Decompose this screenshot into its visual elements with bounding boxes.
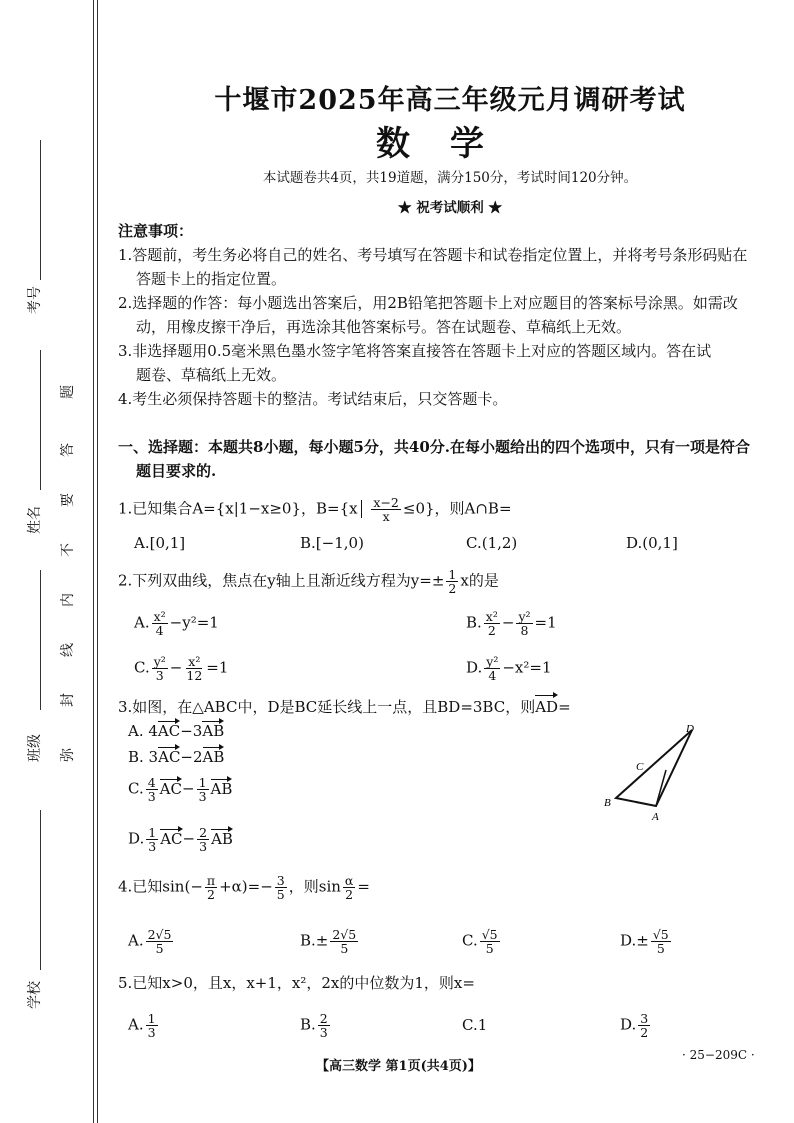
question-3-option-a[interactable]: A. 4AC−3AB bbox=[128, 722, 225, 740]
field-xingming-line bbox=[40, 350, 41, 490]
question-4-option-c[interactable]: C. $\frac{√5}{5}$ bbox=[462, 927, 498, 956]
field-kaohao-label: 考号 bbox=[27, 286, 43, 314]
notice-line: 答题卡上的指定位置。 bbox=[136, 270, 287, 288]
paper-code: · 25−209C · bbox=[682, 1048, 755, 1062]
field-banji-label: 班级 bbox=[27, 734, 43, 762]
question-5-option-b[interactable]: B. $\frac{2}{3}$ bbox=[300, 1011, 328, 1040]
section-heading: 一、选择题：本题共8小题，每小题5分，共40分.在每小题给出的四个选项中，只有一项是符合 bbox=[118, 438, 750, 456]
question-1-stem: 1.已知集合A={x|1−x≥0}，B={x $\frac{x-2}{x}$ ≤0}，则A∩B= bbox=[118, 495, 512, 524]
question-5-stem: 5.已知x>0，且x，x+1，x²，2x的中位数为1，则x= bbox=[118, 974, 475, 992]
question-3-option-b[interactable]: B. 3AC−2AB bbox=[128, 748, 225, 766]
question-2-option-d[interactable]: D. $\frac{\text{y²}}{4}$ −x²=1 bbox=[466, 654, 552, 683]
seal-char: 要 bbox=[60, 493, 76, 507]
question-3-stem: 3.如图，在△ABC中，D是BC延长线上一点，且BD=3BC，则AD= bbox=[118, 696, 571, 719]
page-footer: 【高三数学 第1页(共4页)】 bbox=[316, 1059, 481, 1074]
question-3-option-d[interactable]: D. $\frac{1}{3}$ AC− $\frac{2}{3}$ AB bbox=[128, 825, 233, 854]
section-heading-cont: 题目要求的. bbox=[136, 462, 217, 480]
seal-char: 答 bbox=[60, 443, 76, 457]
field-xingming-label: 姓名 bbox=[27, 506, 43, 534]
notice-line: 题卷、草稿纸上无效。 bbox=[136, 366, 287, 384]
label-b: B bbox=[604, 797, 611, 809]
label-d: D bbox=[686, 723, 694, 735]
question-2-option-c[interactable]: C. $\frac{\text{y²}}{3}$ − $\frac{\text{x²}}{12}$ =1 bbox=[134, 654, 229, 683]
triangle-outline bbox=[616, 730, 692, 806]
exam-title: 十堰市2025年高三年级元月调研考试 bbox=[214, 85, 686, 116]
label-a: A bbox=[652, 811, 659, 823]
seal-char: 不 bbox=[60, 543, 76, 557]
notice-line: 1.答题前，考生务必将自己的姓名、考号填写在答题卡和试卷指定位置上，并将考号条形码贴在 bbox=[118, 246, 748, 264]
seal-char: 内 bbox=[60, 593, 76, 607]
notice-line: 动，用橡皮擦干净后，再选涂其他答案标号。答在试题卷、草稿纸上无效。 bbox=[136, 318, 632, 336]
question-4-stem: 4.已知sin(− $\frac{\pi}{2}$ +α)=− $\frac{3}{5}$ ，则sin $\frac{\alpha}{2}$ = bbox=[118, 873, 370, 902]
field-xuexiao-label: 学校 bbox=[27, 981, 43, 1009]
field-banji-line bbox=[40, 570, 41, 710]
seal-char: 线 bbox=[60, 643, 76, 657]
notice-line: 2.选择题的作答：每小题选出答案后，用2B铅笔把答题卡上对应题目的答案标号涂黑。如需改 bbox=[118, 294, 738, 312]
question-2-option-a[interactable]: A. $\frac{\text{x²}}{4}$ −y²=1 bbox=[134, 609, 219, 638]
seal-char: 封 bbox=[60, 693, 76, 707]
question-4-option-d[interactable]: D.± $\frac{√5}{5}$ bbox=[620, 927, 669, 956]
question-1-option-c[interactable]: C.(1,2) bbox=[466, 534, 518, 552]
question-5-option-d[interactable]: D. $\frac{3}{2}$ bbox=[620, 1011, 649, 1040]
question-3-option-c[interactable]: C. $\frac{4}{3}$ AC− $\frac{1}{3}$ AB bbox=[128, 775, 233, 804]
exam-info: 本试题卷共4页，共19道题，满分150分，考试时间120分钟。 bbox=[262, 170, 638, 186]
field-xuexiao-line bbox=[40, 810, 41, 970]
notice-line: 4.考生必须保持答题卡的整洁。考试结束后，只交答题卡。 bbox=[118, 390, 508, 408]
subject-title: 数学 bbox=[376, 124, 524, 164]
question-1-option-a[interactable]: A.[0,1] bbox=[134, 534, 186, 552]
good-luck: ★ 祝考试顺利 ★ bbox=[398, 200, 502, 216]
question-5-option-c[interactable]: C.1 bbox=[462, 1016, 488, 1034]
question-1-option-b[interactable]: B.[−1,0) bbox=[300, 534, 364, 552]
label-c: C bbox=[636, 761, 644, 773]
question-1-option-d[interactable]: D.(0,1] bbox=[626, 534, 678, 552]
question-5-option-a[interactable]: A. $\frac{1}{3}$ bbox=[128, 1011, 156, 1040]
question-2-stem: 2.下列双曲线，焦点在y轴上且渐近线方程为y=± $\frac{1}{2}$ x的是 bbox=[118, 567, 499, 596]
triangle-figure bbox=[596, 718, 716, 828]
seal-char: 题 bbox=[60, 385, 76, 399]
question-4-option-b[interactable]: B.± $\frac{2√5}{5}$ bbox=[300, 927, 357, 956]
question-4-option-a[interactable]: A. $\frac{2√5}{5}$ bbox=[128, 927, 172, 956]
question-2-option-b[interactable]: B. $\frac{\text{x²}}{2}$ − $\frac{\text{y²}}{8}$ =1 bbox=[466, 609, 557, 638]
notice-line: 3.非选择题用0.5毫米黑色墨水签字笔将答案直接答在答题卡上对应的答题区域内。答在试 bbox=[118, 342, 712, 360]
notice-heading: 注意事项： bbox=[118, 222, 194, 240]
seal-char: 弥 bbox=[60, 748, 76, 762]
